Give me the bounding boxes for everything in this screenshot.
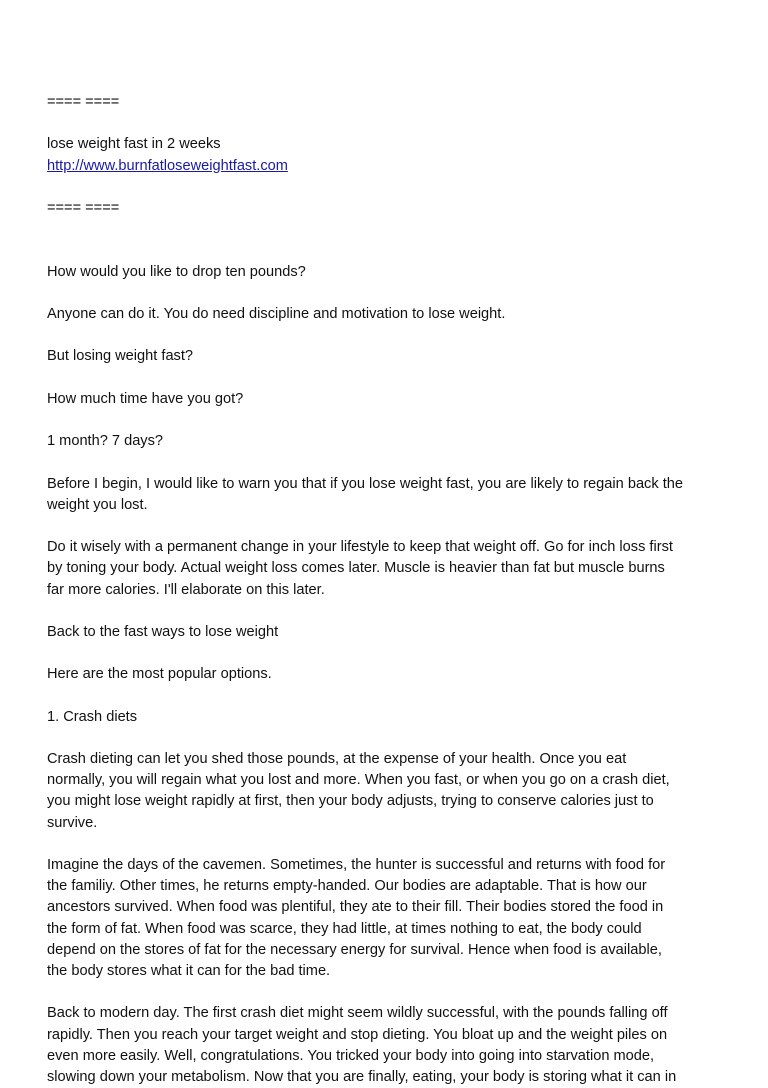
paragraph-line: by toning your body. Actual weight loss comes later. Muscle is heavier than fat but muscle burns — [47, 560, 665, 577]
paragraph-line: rapidly. Then you reach your target weight and stop dieting. You bloat up and the weight piles on — [47, 1026, 668, 1043]
paragraph-line: even more easily. Well, congratulations. You tricked your body into going into starvation mode, — [47, 1047, 655, 1064]
paragraph-line: the body stores what it can for the bad time. — [47, 963, 331, 980]
paragraph-5: 1 month? 7 days? — [47, 433, 164, 450]
paragraph-12 — [47, 855, 737, 982]
paragraph-line: far more calories. I'll elaborate on this later. — [47, 581, 325, 598]
paragraph-8: Back to the fast ways to lose weight — [47, 623, 279, 640]
paragraph-line: Back to modern day. The first crash diet might seem wildly successful, with the pounds falling off — [47, 1005, 668, 1022]
paragraph-9: Here are the most popular options. — [47, 666, 272, 683]
paragraph-line: the form of fat. When food was scarce, they had little, at times nothing to eat, the body could — [47, 920, 642, 937]
doc-title: lose weight fast in 2 weeks — [47, 136, 221, 153]
paragraph-3: But losing weight fast? — [47, 348, 194, 365]
paragraph-line: Before I begin, I would like to warn you that if you lose weight fast, you are likely to regain back the — [47, 475, 683, 492]
paragraph-7 — [47, 537, 737, 601]
separator-bottom: ==== ==== — [47, 199, 120, 216]
paragraph-line: the familiy. Other times, he returns empty-handed. Our bodies are adaptable. That is how our — [47, 878, 647, 895]
paragraph-2: Anyone can do it. You do need discipline and motivation to lose weight. — [47, 305, 506, 322]
paragraph-line: survive. — [47, 814, 98, 831]
paragraph-line: normally, you will regain what you lost and more. When you fast, or when you go on a crash diet, — [47, 772, 670, 789]
separator-top: ==== ==== — [47, 94, 120, 110]
paragraph-1: How would you like to drop ten pounds? — [47, 263, 306, 280]
paragraph-line: Do it wisely with a permanent change in your lifestyle to keep that weight off. Go for inch loss first — [47, 539, 673, 556]
paragraph-line: you might lose weight rapidly at first, then your body adjusts, trying to conserve calories just to — [47, 793, 654, 810]
section-heading-crash-diets: 1. Crash diets — [47, 708, 138, 725]
paragraph-line: ancestors survived. When food was plentiful, they ate to their fill. Their bodies stored the food in — [47, 899, 664, 916]
paragraph-line: Imagine the days of the cavemen. Sometimes, the hunter is successful and returns with food for — [47, 857, 666, 874]
document-page — [47, 92, 737, 1088]
paragraph-line: depend on the stores of fat for the necessary energy for survival. Hence when food is available, — [47, 941, 662, 958]
paragraph-11 — [47, 749, 737, 834]
paragraph-line: weight you lost. — [47, 496, 148, 513]
site-link[interactable]: http://www.burnfatloseweightfast.com — [47, 157, 288, 174]
paragraph-13 — [47, 1003, 737, 1088]
paragraph-6 — [47, 474, 737, 516]
paragraph-line: Crash dieting can let you shed those pounds, at the expense of your health. Once you eat — [47, 751, 627, 768]
paragraph-4: How much time have you got? — [47, 390, 244, 407]
paragraph-line: slowing down your metabolism. Now that you are finally, eating, your body is storing what it can in — [47, 1069, 677, 1086]
